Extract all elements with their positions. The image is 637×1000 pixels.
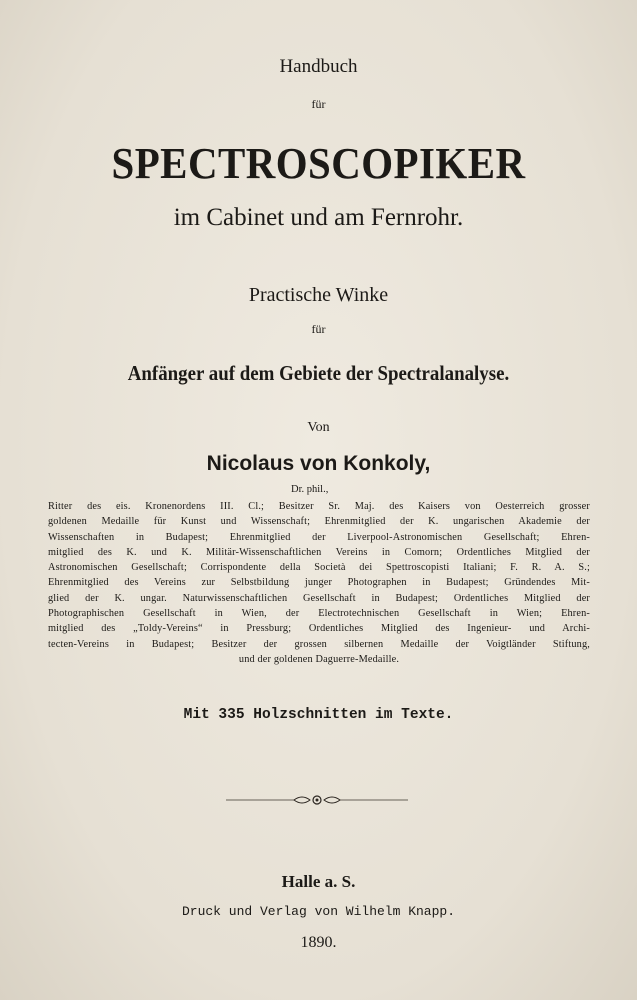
title-fur: für [311, 97, 326, 111]
subtitle: im Cabinet und am Fernrohr. [173, 204, 464, 231]
audience-line: Anfänger auf dem Gebiete der Spectralanalyse. [127, 361, 510, 385]
honors-line: mitglied des „Toldy-Vereins“ in Pressburg; Ordentliches Mitglied des Ingenieur- und Archi- [48, 623, 590, 635]
practical-heading: Practische Winke [248, 284, 389, 306]
audience-fur: für [311, 322, 326, 336]
author-name: Nicolaus von Konkoly, [206, 452, 431, 475]
honors-line: Photographischen Gesellschaft in Wien, der Electrotechnischen Gesellschaft in Wien; Ehren- [48, 608, 590, 620]
honors-line: glied der K. ungar. Naturwissenschaftlichen Gesellschaft in Budapest; Ordentliches Mitglied der [48, 592, 590, 604]
honors-line: Ritter des eis. Kronenordens III. Cl.; Besitzer Sr. Maj. des Kaisers von Oesterreich grosser [48, 501, 590, 512]
honors-line: goldenen Medaille für Kunst und Wissenschaft; Ehrenmitglied der K. ungarischen Akademie der [48, 516, 590, 528]
main-title: SPECTROSCOPIKER [111, 139, 526, 188]
honors-line: mitglied des K. und K. Militär-Wissenschaftlichen Vereins in Comorn; Ordentliches Mitglied der [48, 546, 590, 558]
illustrations-note: Mit 335 Holzschnitten im Texte. [183, 707, 454, 723]
by-line: Von [307, 420, 330, 435]
honors-line: Ehrenmitglied des Vereins zur Selbstbildung junger Photographen in Budapest; Gründendes Mit- [48, 577, 590, 589]
honors-line: Wissenschaften in Budapest; Ehrenmitglied der Liverpool-Astronomischen Gesellschaft; Ehren- [48, 531, 590, 543]
honors-line: tecten-Vereins in Budapest; Besitzer der grossen silbernen Medaille der Voigtländer Stiftung, [48, 638, 590, 650]
author-degree: Dr. phil., [291, 484, 329, 495]
honors-line: Astronomischen Gesellschaft; Corrispondente della Società dei Spettroscopisti Italiani; F. R. A. S.; [48, 562, 590, 574]
publisher-line: Druck und Verlag von Wilhelm Knapp. [181, 904, 456, 919]
publication-place: Halle a. S. [281, 872, 356, 891]
title-handbuch: Handbuch [279, 56, 358, 77]
honors-line: und der goldenen Daguerre-Medaille. [238, 653, 400, 665]
ornament-divider [226, 793, 408, 807]
author-honors [48, 499, 590, 667]
publication-year: 1890. [300, 934, 337, 951]
